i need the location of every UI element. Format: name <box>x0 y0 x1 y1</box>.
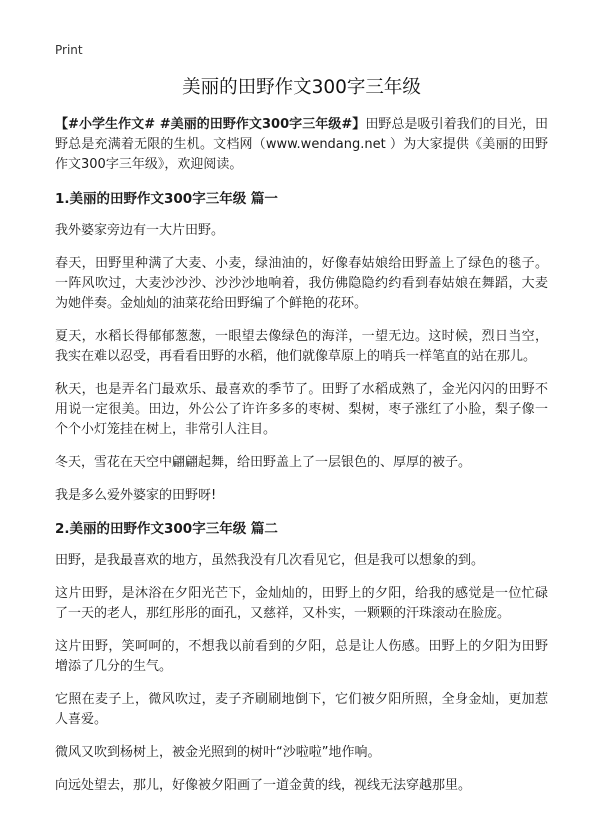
intro-paragraph <box>55 115 548 175</box>
intro-tag: 【#小学生作文# #美丽的田野作文300字三年级#】 <box>55 117 366 132</box>
paragraph: 秋天，也是弄名门最欢乐、最喜欢的季节了。田野了水稻成熟了，金光闪闪的田野不用说一定很美。田边，外公公了许许多多的枣树、梨树，枣子涨红了小脸，梨子像一个个小灯笼挂在树上，非常引人注目。 <box>55 382 548 437</box>
paragraph: 它照在麦子上，微风吹过，麦子齐刷刷地倒下，它们被夕阳所照，全身金灿，更加惹人喜爱。 <box>55 692 548 727</box>
paragraph: 我外婆家旁边有一大片田野。 <box>55 223 225 238</box>
paragraph: 春天，田野里种满了大麦、小麦，绿油油的，好像春姑娘给田野盖上了绿色的毯子。一阵风吹过，大麦沙沙沙、沙沙沙地响着，我仿佛隐隐约约看到春姑娘在舞蹈，大麦为她伴奏。金灿灿的油菜花给田野编了个鲜艳的花环。 <box>55 256 548 311</box>
paragraph: 夏天，水稻长得郁郁葱葱，一眼望去像绿色的海洋，一望无边。这时候，烈日当空，我实在难以忍受，再看看田野的水稻，他们就像草原上的哨兵一样笔直的站在那儿。 <box>55 329 548 364</box>
paragraph: 向远处望去，那儿，好像被夕阳画了一道金黄的线，视线无法穿越那里。 <box>55 778 472 793</box>
intro-text: 田野总是吸引着我们的目光，田野总是充满着无限的生机。文档网（www.wendang.net ）为大家提供《美丽的田野作文300字三年级》，欢迎阅读。 <box>55 117 548 172</box>
paragraph: 这片田野，是沐浴在夕阳光芒下，金灿灿的，田野上的夕阳，给我的感觉是一位忙碌了一天的老人，那红彤彤的面孔，又慈祥，又朴实，一颗颗的汗珠滚动在脸庞。 <box>55 586 548 621</box>
section-heading: 1.美丽的田野作文300字三年级 篇一 <box>55 191 278 207</box>
section-2 <box>55 519 548 796</box>
paragraph: 这片田野，笑呵呵的，不想我以前看到的夕阳，总是让人伤感。田野上的夕阳为田野增添了几分的生气。 <box>55 639 548 674</box>
page-title: 美丽的田野作文300字三年级 <box>182 77 421 98</box>
section-heading: 2.美丽的田野作文300字三年级 篇二 <box>55 521 278 537</box>
paragraph: 我是多么爱外婆家的田野呀! <box>55 488 217 503</box>
paragraph: 田野，是我最喜欢的地方，虽然我没有几次看见它，但是我可以想象的到。 <box>55 553 485 568</box>
paragraph: 冬天，雪花在天空中翩翩起舞，给田野盖上了一层银色的、厚厚的被子。 <box>55 455 472 470</box>
print-label: Print <box>55 43 83 57</box>
section-1 <box>55 189 548 506</box>
paragraph: 微风又吹到杨树上，被金光照到的树叶“沙啦啦”地作响。 <box>55 745 381 760</box>
